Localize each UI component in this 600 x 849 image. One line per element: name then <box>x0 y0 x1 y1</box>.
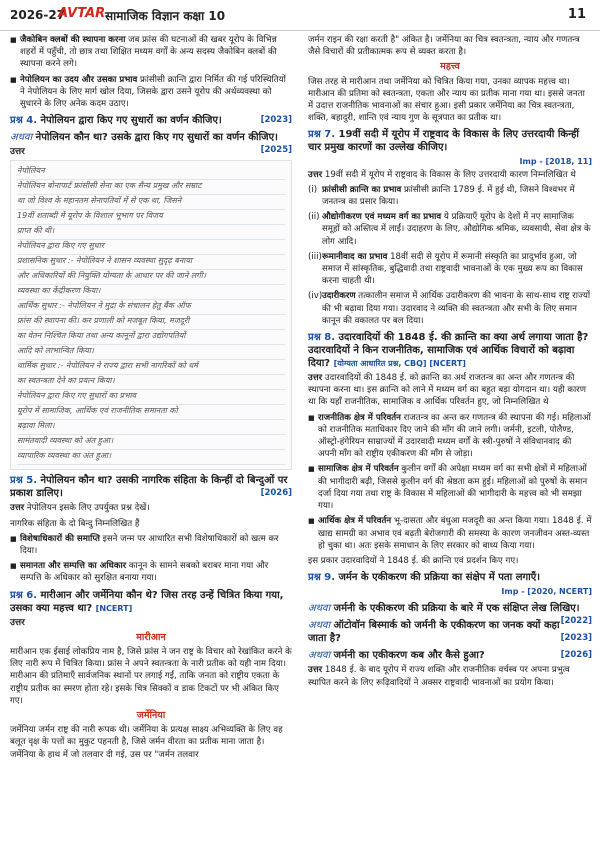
item-text: कुलीन वर्गों की अपेक्षा मध्यम वर्ग का सभी क्षेत्रों में महिलाओं की भागीदारी बढ़ी, जिससे कुलीन वर्ग की श्रेष्ठता कम हुई। महिलाओं को पुरुषों के समान दर्जा दिया गया तथा राष्ट्र के विकास में महिलाओं की भागीदारी के महत्त्व को भी समझा गया। <box>318 464 588 512</box>
question-9-alt <box>308 649 592 662</box>
bullet-item <box>10 560 292 584</box>
answer-line <box>308 169 592 181</box>
bullet-item <box>10 74 292 111</box>
question-number: प्रश्न 8. <box>308 332 335 344</box>
question-year: [2026] <box>560 650 592 661</box>
bold-lead: रूमानीवाद का प्रभाव <box>322 251 388 262</box>
question-tag: [योग्यता आधारित प्रश्न, CBQ] [NCERT] <box>333 359 466 369</box>
question-text: 19वीं सदी में यूरोप में राष्ट्रवाद के विकास के लिए उत्तरदायी किन्हीं चार प्रमुख कारणों का उल्लेख कीजिए। <box>308 129 579 154</box>
item-text: ये प्रक्रियाएँ यूरोप के देशों में नए सामाजिक समूहों को अस्तित्व में लाईं। उदाहरण के लिए, औद्योगिक श्रमिक, व्यवसायी, सेवा क्षेत्र के लोग आदि। <box>322 212 591 247</box>
question-text: नेपोलियन कौन था? उसके द्वारा किए गए सुधारों का वर्णन कीजिए। <box>35 132 278 144</box>
answer-line <box>308 372 592 409</box>
brand-logo: AVTAR <box>58 6 106 21</box>
handwritten-answer <box>10 160 292 470</box>
question-9-alt <box>308 619 592 645</box>
question-tag: Imp - [2020, NCERT] <box>501 587 592 597</box>
item-text: नेपोलियन इसके लिए उपर्युक्त प्रश्न देखें। <box>24 503 150 514</box>
handwritten-line: धार्मिक सुधार :- नेपोलियन ने राज्य द्वारा सभी नागरिकों को धर्म <box>17 360 285 375</box>
numbered-item <box>308 251 592 288</box>
bold-lead: उत्तर <box>308 373 323 384</box>
handwritten-line: बढ़ावा मिला। <box>17 420 285 435</box>
item-text: उदारवादियों की 1848 ई. को क्रान्ति का अर्थ राजतन्त्र का अन्त और गणतन्त्र की स्थापना करना था। इस क्रान्ति को लाने में मध्यम वर्ग का बहुत बड़ा योगदान था। यही कारण था कि यहाँ राजनीतिक, सामाजिक व आर्थिक परिवर्तन हुए, जो निम्नलिखित थे <box>308 373 586 408</box>
question-text: जर्मनी के एकीकरण की प्रक्रिया के बारे में एक संक्षिप्त लेख लिखिए। <box>333 603 580 615</box>
answer-label: उत्तर <box>10 617 25 628</box>
bold-lead: उदारीकरण <box>322 291 356 302</box>
handwritten-line: यूरोप में सामाजिक, आर्थिक एवं राजनीतिक समानता को <box>17 405 285 420</box>
handwritten-line: नेपोलियन बोनापार्ट फ्रांसीसी सेना का एक सैन्य प्रमुख और सम्राट <box>17 180 285 195</box>
question-year: [2023] <box>560 633 592 644</box>
question-text: मारीआन और जर्मेनिया कौन थे? जिस तरह उन्हें चित्रित किया गया, उसका क्या महत्त्व था? <box>10 589 284 614</box>
bold-lead: सामाजिक क्षेत्र में परिवर्तन <box>318 464 399 475</box>
handwritten-line: व्यवस्था का केंद्रीकरण किया। <box>17 285 285 300</box>
handwritten-line: फ्रांस की स्थापना की। कर प्रणाली को मजबूत किया, मजदूरी <box>17 315 285 330</box>
bold-lead: औद्योगीकरण एवं मध्यम वर्ग का प्रभाव <box>322 212 442 223</box>
question-6 <box>10 589 292 615</box>
question-9-alt <box>308 602 592 627</box>
left-column <box>10 34 292 764</box>
sub-heading: मारीआन <box>136 631 166 643</box>
alt-label: अथवा <box>308 650 331 662</box>
handwritten-line: और अधिकारियों की नियुक्ति योग्यता के आधार पर की जाने लगी। <box>17 270 285 285</box>
question-7 <box>308 128 592 154</box>
paragraph: जिस तरह से मारीआन तथा जर्मेनिया को चित्रित किया गया, उनका व्यापक महत्त्व था। मारीआन की प्रतिमा को स्वतन्त्रता, एकता और न्याय का प्रतीक माना गया था। इससे जनता में उदात्त राजनीतिक भावनाओं का संचार हुआ। इसी प्रकार जर्मेनिया का चित्र स्वतन्त्रता, शक्ति, बहादुरी, शान्ति एवं न्याय गुण के सूत्रपात का प्रतीक था। <box>308 76 585 124</box>
right-column <box>308 34 592 692</box>
numbered-item <box>308 184 592 208</box>
question-text: उदारवादियों की 1848 ई. की क्रान्ति का क्या अर्थ लगाया जाता है? उदारवादियों ने किन राजनीतिक, सामाजिक एवं आर्थिक विचारों को बढ़ावा दिया? <box>308 332 589 370</box>
item-text: नागरिक संहिता के दो बिन्दु निम्नलिखित हैं <box>10 518 140 529</box>
handwritten-line: था जो विश्व के महानतम सेनापतियों में से एक था, जिसने <box>17 195 285 210</box>
handwritten-line: 19वीं शताब्दी में यूरोप के विशाल भूभाग पर विजय <box>17 210 285 225</box>
question-year: [2023] <box>260 115 292 126</box>
question-5 <box>10 474 292 500</box>
question-tag: [NCERT] <box>95 603 133 613</box>
bullet-item <box>308 463 592 512</box>
question-9 <box>308 571 592 584</box>
handwritten-line: आदि को लाभान्वित किया। <box>17 345 285 360</box>
bold-lead: नेपोलियन का उदय और उसका प्रभाव <box>20 74 138 85</box>
list-number: (iii) <box>308 251 322 262</box>
question-year: [2026] <box>260 488 292 499</box>
item-text: फ्रांसीसी क्रान्ति 1789 ई. में हुई थी, जिसने विश्वभर में जनतन्त्र का प्रसार किया। <box>322 184 575 208</box>
question-number: प्रश्न 4. <box>10 115 37 127</box>
question-number: प्रश्न 5. <box>10 475 37 487</box>
alt-label: अथवा <box>10 132 33 144</box>
numbered-item <box>308 211 592 248</box>
handwritten-line: का स्वतन्त्रता देने का प्रयत्न किया। <box>17 375 285 390</box>
numbered-item <box>308 290 592 327</box>
handwritten-line: आर्थिक सुधार :- नेपोलियन ने मुद्रा के संचालन हेतु बैंक ऑफ <box>17 300 285 315</box>
list-number: (iv) <box>308 291 323 302</box>
question-year: [2022] <box>560 616 592 627</box>
handwritten-line: नेपोलियन द्वारा किए गए सुधारों का प्रभाव <box>17 390 285 405</box>
bullet-item <box>10 34 292 71</box>
question-text: ऑटोवॉन बिस्मार्क को जर्मनी के एकीकरण का जनक क्यों कहा जाता है? <box>308 620 560 645</box>
sub-heading: महत्त्व <box>440 61 460 73</box>
bold-lead: समानता और सम्पत्ति का अधिकार <box>20 561 127 572</box>
header-subject: सामाजिक विज्ञान कक्षा 10 <box>105 9 226 23</box>
question-text: नेपोलियन कौन था? उसकी नागरिक संहिता के किन्हीं दो बिन्दुओं पर प्रकाश डालिए। <box>10 475 288 500</box>
question-tag: Imp - [2018, 11] <box>519 157 592 167</box>
handwritten-line: नेपोलियन <box>17 165 285 180</box>
paragraph: जर्मेनिया जर्मन राष्ट्र की नारी रूपक थी। जर्मेनिया के प्रत्यक्ष साक्ष्य अभिव्यक्ति के लिए वह बलूत वृक्ष के पत्तों का मुकुट पहनती है, जिसे जर्मन वीरता का प्रतीक माना जाता है। जर्मेनिया के हाथ में जो तलवार दी गई, उस पर "जर्मन तलवार <box>10 725 283 760</box>
question-number: प्रश्न 9. <box>308 572 335 584</box>
item-text: भू-दासता और बंधुआ मजदूरी का अन्त किया गया। 1848 ई. में खाद्य सामग्री का अभाव एवं बढ़ती बेरोजगारी की समस्या के कारण जनजीवन अस्त-व्यस्त हो चुका था। अतः इसके समाधान के लिए सरकार को बाध्य किया गया। <box>318 516 592 551</box>
handwritten-line: सामंतवादी व्यवस्था को अंत हुआ। <box>17 435 285 450</box>
handwritten-line: प्राप्त की थी। <box>17 225 285 240</box>
paragraph: मारीआन एक ईसाई लोकप्रिय नाम है, जिसे फ्रांस ने जन राष्ट्र के विचार को रेखांकित करने के लिए नारी रूप में चित्रित किया। फ्रांस ने अपने स्वतन्त्रता के नारी प्रतीक को यही नाम दिया। मारीआन की प्रतिमाएँ सार्वजनिक स्थानों पर लगाई गईं, ताकि जनता को राष्ट्रीय एकता के राष्ट्रीय प्रतीक का स्मरण होता रहे। इसके चित्र सिक्कों व डाक टिकटों पर भी अंकित किए गए। <box>10 647 292 706</box>
header-year: 2026-27 <box>10 8 66 22</box>
handwritten-line: व्यापारिक व्यवस्था का अंत हुआ। <box>17 450 285 465</box>
bold-lead: राजनीतिक क्षेत्र में परिवर्तन <box>318 412 401 423</box>
paragraph: जर्मन राइन की रक्षा करती है" अंकित है। जर्मेनिया का चित्र स्वतन्त्रता, न्याय और गणतन्त्र जैसे विचारों की प्रतीकात्मक रूप से व्यक्त करता है। <box>308 35 580 58</box>
item-text: राजतन्त्र का अन्त कर गणतन्त्र की स्थापना की गई। महिलाओं को राजनीतिक मताधिकार दिए जाने की माँग की जाने लगी। जर्मनी, इटली, पोलैण्ड, ऑस्ट्रो-हंगेरियन साम्राज्यों में उदारवादी मध्यम वर्गों के स्त्री-पुरुषों ने संविधानवाद की अपनी माँग को राष्ट्रीय एकीकरण की माँग से जोड़ा। <box>318 412 591 460</box>
bullet-item <box>308 412 592 461</box>
item-text: फ्रांसीसी क्रान्ति द्वारा निर्मित की गई परिस्थितियों ने नेपोलियन के लिए मार्ग खोल दिया, जिसके द्वारा उसने यूरोप की अर्थव्यवस्था को सुधारने के लिए अनेक कदम उठाए। <box>20 74 286 110</box>
item-text: 19वीं सदी में यूरोप में राष्ट्रवाद के विकास के लिए उत्तरदायी कारण निम्नलिखित थे <box>322 169 576 180</box>
item-text: इसने जन्म पर आधारित सभी विशेषाधिकारों को खत्म कर दिया। <box>20 533 279 557</box>
list-number: (ii) <box>308 212 320 223</box>
paragraph: इस प्रकार उदारवादियों ने 1848 ई. की क्रान्ति एवं प्रदर्शन किए गए। <box>308 555 519 566</box>
bold-lead: विशेषाधिकारों की समाप्ति <box>20 533 100 544</box>
answer-label: उत्तर <box>10 147 25 158</box>
handwritten-line: का वेतन निश्चित किया तथा अन्य कानूनों द्वारा उद्योगपतियों <box>17 330 285 345</box>
answer-line <box>308 664 592 688</box>
question-8 <box>308 331 592 370</box>
list-number: (i) <box>308 184 318 195</box>
bold-lead: जैकोबिन क्लबों की स्थापना करना <box>20 35 126 45</box>
item-text: तत्कालीन समाज में आर्थिक उदारीकरण की भावना के साथ-साथ राष्ट्र राज्यों की भी बढ़ावा दिया गया। उदारवाद ने व्यक्ति की स्वतन्त्रता और सभी के लिए समान कानून की वकालत पर बल दिया। <box>322 291 591 326</box>
item-text: जब फ्रांस की घटनाओं की खबर यूरोप के विभिन्न शहरों में पहुँची, तो छात्र तथा शिक्षित मध्यम वर्गों के अन्य सदस्य जैकोबिन क्लबों की स्थापना करने लगे। <box>20 35 277 70</box>
item-text: कानून के सामने सबको बराबर माना गया और सम्पत्ति के अधिकार को सुरक्षित बनाया गया। <box>20 561 269 584</box>
handwritten-line: नेपोलियन द्वारा किए गए सुधार <box>17 240 285 255</box>
alt-label: अथवा <box>308 603 331 615</box>
question-4 <box>10 114 292 127</box>
question-number: प्रश्न 7. <box>308 129 335 141</box>
item-text: 1848 ई. के बाद यूरोप में राज्य शक्ति और राजनीतिक वर्चस्व पर अपना प्रभुत्व स्थापित करने के लिए रूढ़िवादियों ने अक्सर राष्ट्रवादी भावनाओं का प्रयोग किया। <box>308 665 570 688</box>
answer-line <box>10 518 292 530</box>
page-number: 11 <box>567 7 586 22</box>
bold-lead: उत्तर <box>308 169 323 180</box>
bold-lead: आर्थिक क्षेत्र में परिवर्तन <box>318 516 392 527</box>
bold-lead: उत्तर <box>10 503 25 514</box>
question-number: प्रश्न 6. <box>10 589 37 601</box>
bold-lead: उत्तर <box>308 665 323 676</box>
handwritten-line: प्रशासनिक सुधार :- नेपोलियन ने शासन व्यवस्था सुदृढ़ बनाया <box>17 255 285 270</box>
question-text: जर्मनी का एकीकरण कब और कैसे हुआ? <box>333 650 485 662</box>
bullet-item <box>308 515 592 552</box>
bullet-item <box>10 533 292 557</box>
question-text: जर्मन के एकीकरण की प्रक्रिया का संक्षेप में पता लगाएँ। <box>338 572 541 584</box>
bold-lead: फ्रांसीसी क्रान्ति का प्रभाव <box>322 184 402 195</box>
answer-line <box>10 502 292 514</box>
sub-heading: जर्मेनिया <box>136 710 166 722</box>
page-header <box>0 0 600 31</box>
question-text: नेपोलियन द्वारा किए गए सुधारों का वर्णन कीजिए। <box>40 115 222 127</box>
question-year: [2025] <box>260 145 292 156</box>
item-text: 18वीं सदी से यूरोप में रूमानी संस्कृति का प्रादुर्भाव हुआ, जो समाज में सांस्कृतिक, बुद्धिवादी तथा राष्ट्रवादी भावनाओं के एक मुख्य रूप का विकास करना चाहती थी। <box>322 251 583 287</box>
alt-label: अथवा <box>308 620 331 632</box>
